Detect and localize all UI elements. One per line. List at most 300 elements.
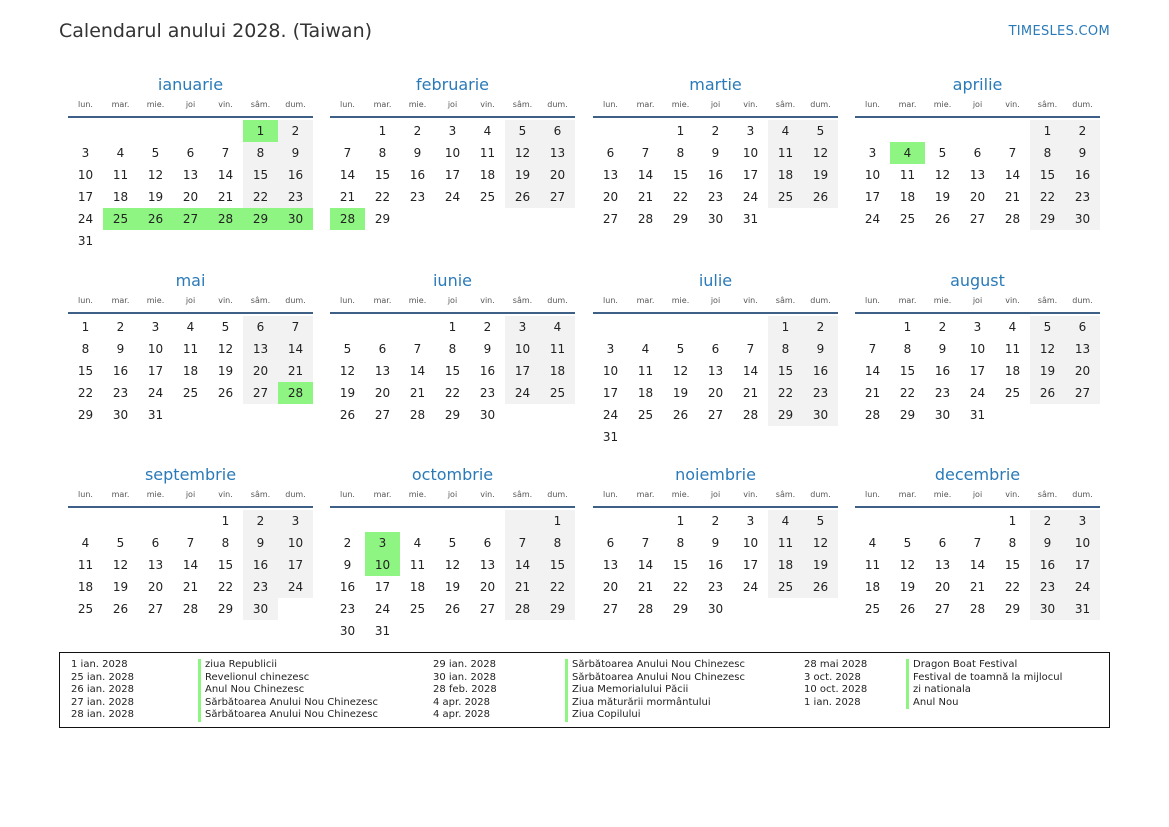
day-cell: 5: [343, 342, 352, 356]
empty-cell: [698, 316, 733, 338]
empty-cell: [925, 510, 960, 532]
day-cell: 9: [803, 338, 838, 360]
weekday-label: mar.: [373, 100, 392, 109]
week-row: [855, 164, 1100, 186]
weekday-label: sâm.: [250, 490, 271, 499]
empty-cell: [330, 120, 365, 142]
week-row: [855, 338, 1100, 360]
day-cell: 6: [540, 120, 575, 142]
day-cell: 30: [243, 598, 278, 620]
day-cell: 22: [672, 190, 689, 204]
week-row: [593, 338, 838, 360]
month-ianuarie: [68, 72, 313, 252]
day-cell: 22: [444, 386, 461, 400]
week-row: [68, 316, 313, 338]
day-cell: 28: [1004, 212, 1021, 226]
legend-holiday-name: Ziua Copilului: [565, 709, 641, 722]
weekday-label: mar.: [898, 296, 917, 305]
week-row: [330, 554, 575, 576]
day-cell: 8: [1008, 536, 1017, 550]
site-link[interactable]: TIMESLES.COM: [1008, 24, 1110, 39]
day-cell: 2: [711, 124, 720, 138]
day-cell: 17: [1065, 554, 1100, 576]
weekday-label: sâm.: [775, 296, 796, 305]
legend-date: 1 ian. 2028: [71, 659, 128, 670]
day-cell: 14: [1004, 168, 1021, 182]
week-row: [855, 120, 1100, 142]
weekday-header: [855, 98, 1100, 112]
month-name: decembrie: [934, 465, 1021, 484]
day-cell: 5: [938, 146, 947, 160]
day-cell: 3: [505, 316, 540, 338]
day-cell: 6: [938, 536, 947, 550]
legend-holiday-name: zi nationala: [906, 684, 971, 697]
weekday-header: [68, 294, 313, 308]
weekday-label: joi: [710, 490, 721, 499]
day-cell: 15: [1030, 164, 1065, 186]
weekday-label: mie.: [933, 100, 952, 109]
day-cell: 26: [444, 602, 461, 616]
weekday-label: joi: [447, 490, 458, 499]
day-cell: 8: [768, 338, 803, 360]
week-row: [593, 120, 838, 142]
day-cell: 7: [505, 532, 540, 554]
week-row: [68, 382, 313, 404]
day-cell: 29: [899, 408, 916, 422]
day-cell: 21: [278, 360, 313, 382]
empty-cell: [138, 120, 173, 142]
day-cell: 20: [479, 580, 496, 594]
day-cell: 21: [742, 386, 759, 400]
weekday-label: lun.: [340, 296, 355, 305]
weekday-label: mar.: [111, 490, 130, 499]
day-cell: 5: [151, 146, 160, 160]
day-cell: 23: [339, 602, 356, 616]
day-cell: 26: [217, 386, 234, 400]
weekday-label: vin.: [1005, 296, 1020, 305]
weekday-label: mar.: [111, 100, 130, 109]
day-cell: 17: [77, 190, 94, 204]
day-cell: 16: [479, 364, 496, 378]
weekday-header: [855, 294, 1100, 308]
month-februarie: [330, 72, 575, 230]
day-cell: 29: [444, 408, 461, 422]
day-cell: 21: [505, 576, 540, 598]
day-cell: 8: [676, 146, 685, 160]
empty-cell: [698, 426, 733, 448]
day-cell: 18: [182, 364, 199, 378]
day-cell: 29: [217, 602, 234, 616]
day-cell: 3: [278, 510, 313, 532]
day-cell: 2: [803, 316, 838, 338]
empty-cell: [365, 316, 400, 338]
day-cell: 2: [1065, 120, 1100, 142]
day-cell: 13: [479, 558, 496, 572]
day-cell: 18: [77, 580, 94, 594]
weekday-label: mie.: [146, 490, 165, 499]
day-cell: 31: [1065, 598, 1100, 620]
weekday-label: sâm.: [1037, 100, 1058, 109]
day-cell: 25: [479, 190, 496, 204]
day-cell: 9: [413, 146, 422, 160]
week-row: [330, 208, 575, 230]
day-cell: 16: [339, 580, 356, 594]
month-name: septembrie: [144, 465, 237, 484]
weekday-label: joi: [710, 296, 721, 305]
empty-cell: [243, 404, 278, 426]
day-cell: 18: [637, 386, 654, 400]
day-cell: 10: [77, 168, 94, 182]
day-cell: 10: [742, 146, 759, 160]
day-cell: 19: [339, 386, 356, 400]
day-cell: 15: [243, 164, 278, 186]
day-cell: 23: [409, 190, 426, 204]
legend-date: 28 ian. 2028: [71, 709, 134, 720]
empty-cell: [995, 120, 1030, 142]
legend-date: 27 ian. 2028: [71, 696, 134, 708]
day-cell: 4: [116, 146, 125, 160]
empty-cell: [208, 120, 243, 142]
week-row: [855, 404, 1100, 426]
day-cell: 13: [707, 364, 724, 378]
day-cell: 18: [112, 190, 129, 204]
day-cell: 21: [1004, 190, 1021, 204]
empty-cell: [173, 120, 208, 142]
day-cell: 30: [1030, 598, 1065, 620]
empty-cell: [400, 316, 435, 338]
month-name: mai: [175, 271, 206, 290]
day-cell: 27: [147, 602, 164, 616]
day-cell: 10: [365, 554, 400, 576]
day-cell: 3: [746, 124, 755, 138]
month-name: octombrie: [411, 465, 494, 484]
day-cell: 1: [1008, 514, 1017, 528]
legend-date: 30 ian. 2028: [433, 671, 496, 683]
day-cell: 26: [1030, 382, 1065, 404]
empty-cell: [138, 510, 173, 532]
day-cell: 28: [182, 602, 199, 616]
day-cell: 15: [374, 168, 391, 182]
day-cell: 31: [602, 430, 619, 444]
month-name: aprilie: [952, 75, 1003, 94]
day-cell: 5: [803, 510, 838, 532]
week-row: [593, 316, 838, 338]
day-cell: 5: [505, 120, 540, 142]
day-cell: 24: [864, 212, 881, 226]
legend-holiday-name: Sărbătoarea Anului Nou Chinezesc: [565, 672, 745, 685]
day-cell: 3: [365, 532, 400, 554]
day-cell: 19: [217, 364, 234, 378]
day-cell: 12: [147, 168, 164, 182]
weekday-label: lun.: [78, 490, 93, 499]
weekday-label: dum.: [285, 296, 306, 305]
day-cell: 15: [899, 364, 916, 378]
day-cell: 20: [243, 360, 278, 382]
weekday-label: dum.: [547, 296, 568, 305]
day-cell: 23: [934, 386, 951, 400]
day-cell: 3: [868, 146, 877, 160]
day-cell: 9: [1065, 142, 1100, 164]
day-cell: 23: [803, 382, 838, 404]
weekday-label: vin.: [743, 100, 758, 109]
day-cell: 20: [1065, 360, 1100, 382]
legend-holiday-name: Sărbătoarea Anului Nou Chinezesc: [198, 709, 378, 722]
day-cell: 22: [768, 382, 803, 404]
week-row: [330, 404, 575, 426]
day-cell: 16: [934, 364, 951, 378]
week-row: [855, 208, 1100, 230]
weekday-label: mar.: [636, 100, 655, 109]
weekday-label: mie.: [671, 296, 690, 305]
day-cell: 4: [890, 142, 925, 164]
day-cell: 9: [278, 142, 313, 164]
day-cell: 8: [243, 142, 278, 164]
day-cell: 15: [1004, 558, 1021, 572]
weekday-label: joi: [185, 296, 196, 305]
week-row: [68, 404, 313, 426]
week-row: [593, 404, 838, 426]
week-row: [855, 554, 1100, 576]
day-cell: 4: [768, 510, 803, 532]
day-cell: 25: [182, 386, 199, 400]
day-cell: 12: [672, 364, 689, 378]
day-cell: 19: [147, 190, 164, 204]
empty-cell: [803, 208, 838, 230]
day-cell: 28: [278, 382, 313, 404]
day-cell: 6: [606, 536, 615, 550]
day-cell: 6: [378, 342, 387, 356]
day-cell: 19: [444, 580, 461, 594]
day-cell: 1: [81, 320, 90, 334]
day-cell: 21: [637, 190, 654, 204]
weekday-label: dum.: [285, 100, 306, 109]
empty-cell: [995, 404, 1030, 426]
day-cell: 12: [1030, 338, 1065, 360]
day-cell: 18: [479, 168, 496, 182]
day-cell: 29: [672, 602, 689, 616]
weekday-label: lun.: [603, 490, 618, 499]
week-row: [68, 554, 313, 576]
day-cell: 19: [112, 580, 129, 594]
day-cell: 23: [243, 576, 278, 598]
day-cell: 2: [711, 514, 720, 528]
empty-cell: [628, 120, 663, 142]
week-row: [330, 164, 575, 186]
day-cell: 14: [217, 168, 234, 182]
day-cell: 2: [343, 536, 352, 550]
empty-cell: [435, 208, 470, 230]
day-cell: 24: [742, 190, 759, 204]
empty-cell: [768, 598, 803, 620]
day-cell: 19: [803, 554, 838, 576]
day-cell: 31: [742, 212, 759, 226]
day-cell: 17: [147, 364, 164, 378]
month-octombrie: [330, 462, 575, 642]
month-name: iulie: [698, 271, 733, 290]
weekday-label: vin.: [218, 296, 233, 305]
day-cell: 30: [707, 602, 724, 616]
day-cell: 29: [768, 404, 803, 426]
week-row: [68, 230, 313, 252]
weekday-label: joi: [710, 100, 721, 109]
empty-cell: [435, 620, 470, 642]
day-cell: 22: [1030, 186, 1065, 208]
day-cell: 14: [969, 558, 986, 572]
weekday-label: lun.: [865, 296, 880, 305]
day-cell: 13: [243, 338, 278, 360]
day-cell: 1: [243, 120, 278, 142]
day-cell: 14: [742, 364, 759, 378]
empty-cell: [470, 620, 505, 642]
day-cell: 10: [1065, 532, 1100, 554]
day-cell: 11: [899, 168, 916, 182]
day-cell: 26: [138, 208, 173, 230]
legend-date: 3 oct. 2028: [804, 671, 861, 683]
day-cell: 11: [768, 532, 803, 554]
week-row: [68, 164, 313, 186]
empty-cell: [628, 316, 663, 338]
week-row: [593, 532, 838, 554]
legend-holiday-name: Ziua măturării mormântului: [565, 697, 711, 710]
header-rule: [68, 116, 313, 118]
page-title: Calendarul anului 2028. (Taiwan): [59, 20, 373, 42]
weekday-label: mar.: [373, 296, 392, 305]
day-cell: 25: [768, 576, 803, 598]
legend-date: 28 mai 2028: [804, 659, 868, 670]
day-cell: 4: [483, 124, 492, 138]
header-rule: [855, 312, 1100, 314]
month-mai: [68, 268, 313, 426]
day-cell: 1: [540, 510, 575, 532]
day-cell: 19: [672, 386, 689, 400]
day-cell: 17: [444, 168, 461, 182]
empty-cell: [960, 120, 995, 142]
day-cell: 28: [637, 212, 654, 226]
week-row: [593, 554, 838, 576]
day-cell: 3: [1065, 510, 1100, 532]
week-row: [593, 164, 838, 186]
day-cell: 31: [969, 408, 986, 422]
empty-cell: [505, 208, 540, 230]
day-cell: 20: [374, 386, 391, 400]
weekday-label: dum.: [547, 490, 568, 499]
day-cell: 30: [112, 408, 129, 422]
day-cell: 26: [803, 186, 838, 208]
day-cell: 8: [221, 536, 230, 550]
day-cell: 29: [243, 208, 278, 230]
day-cell: 4: [186, 320, 195, 334]
empty-cell: [103, 230, 138, 252]
day-cell: 6: [151, 536, 160, 550]
weekday-label: mie.: [408, 100, 427, 109]
day-cell: 8: [81, 342, 90, 356]
week-row: [68, 576, 313, 598]
week-row: [593, 208, 838, 230]
day-cell: 3: [151, 320, 160, 334]
week-row: [593, 360, 838, 382]
day-cell: 23: [112, 386, 129, 400]
week-row: [330, 120, 575, 142]
day-cell: 14: [182, 558, 199, 572]
day-cell: 12: [112, 558, 129, 572]
weekday-label: dum.: [1072, 100, 1093, 109]
week-row: [330, 598, 575, 620]
day-cell: 13: [147, 558, 164, 572]
day-cell: 7: [1008, 146, 1017, 160]
empty-cell: [138, 230, 173, 252]
header-rule: [593, 312, 838, 314]
day-cell: 23: [278, 186, 313, 208]
empty-cell: [470, 208, 505, 230]
day-cell: 27: [934, 602, 951, 616]
weekday-label: joi: [447, 296, 458, 305]
day-cell: 12: [803, 142, 838, 164]
day-cell: 27: [707, 408, 724, 422]
day-cell: 27: [969, 212, 986, 226]
weekday-label: lun.: [603, 296, 618, 305]
day-cell: 13: [540, 142, 575, 164]
day-cell: 26: [112, 602, 129, 616]
empty-cell: [768, 208, 803, 230]
day-cell: 13: [969, 168, 986, 182]
empty-cell: [855, 316, 890, 338]
day-cell: 2: [938, 320, 947, 334]
weekday-header: [68, 98, 313, 112]
day-cell: 8: [448, 342, 457, 356]
empty-cell: [890, 120, 925, 142]
day-cell: 1: [903, 320, 912, 334]
day-cell: 16: [803, 360, 838, 382]
day-cell: 7: [973, 536, 982, 550]
day-cell: 5: [116, 536, 125, 550]
header-rule: [855, 116, 1100, 118]
header-rule: [855, 506, 1100, 508]
weekday-header: [593, 488, 838, 502]
day-cell: 11: [864, 558, 881, 572]
day-cell: 24: [77, 212, 94, 226]
empty-cell: [505, 404, 540, 426]
day-cell: 18: [899, 190, 916, 204]
day-cell: 1: [676, 124, 685, 138]
month-name: martie: [689, 75, 742, 94]
day-cell: 11: [1004, 342, 1021, 356]
day-cell: 4: [1008, 320, 1017, 334]
empty-cell: [68, 120, 103, 142]
day-cell: 18: [768, 554, 803, 576]
weekday-label: mar.: [898, 490, 917, 499]
weekday-label: lun.: [865, 100, 880, 109]
legend-date: 25 ian. 2028: [71, 671, 134, 683]
empty-cell: [593, 510, 628, 532]
day-cell: 11: [77, 558, 94, 572]
day-cell: 18: [864, 580, 881, 594]
legend-holiday-name: ziua Republicii: [198, 659, 277, 672]
day-cell: 16: [243, 554, 278, 576]
day-cell: 26: [672, 408, 689, 422]
week-row: [330, 620, 575, 642]
weekday-label: dum.: [810, 100, 831, 109]
empty-cell: [208, 404, 243, 426]
legend-holiday-name: Festival de toamnă la mijlocul: [906, 672, 1062, 685]
day-cell: 19: [803, 164, 838, 186]
day-cell: 17: [374, 580, 391, 594]
day-cell: 13: [602, 168, 619, 182]
day-cell: 2: [483, 320, 492, 334]
month-august: [855, 268, 1100, 426]
day-cell: 29: [77, 408, 94, 422]
day-cell: 21: [637, 580, 654, 594]
week-row: [593, 598, 838, 620]
